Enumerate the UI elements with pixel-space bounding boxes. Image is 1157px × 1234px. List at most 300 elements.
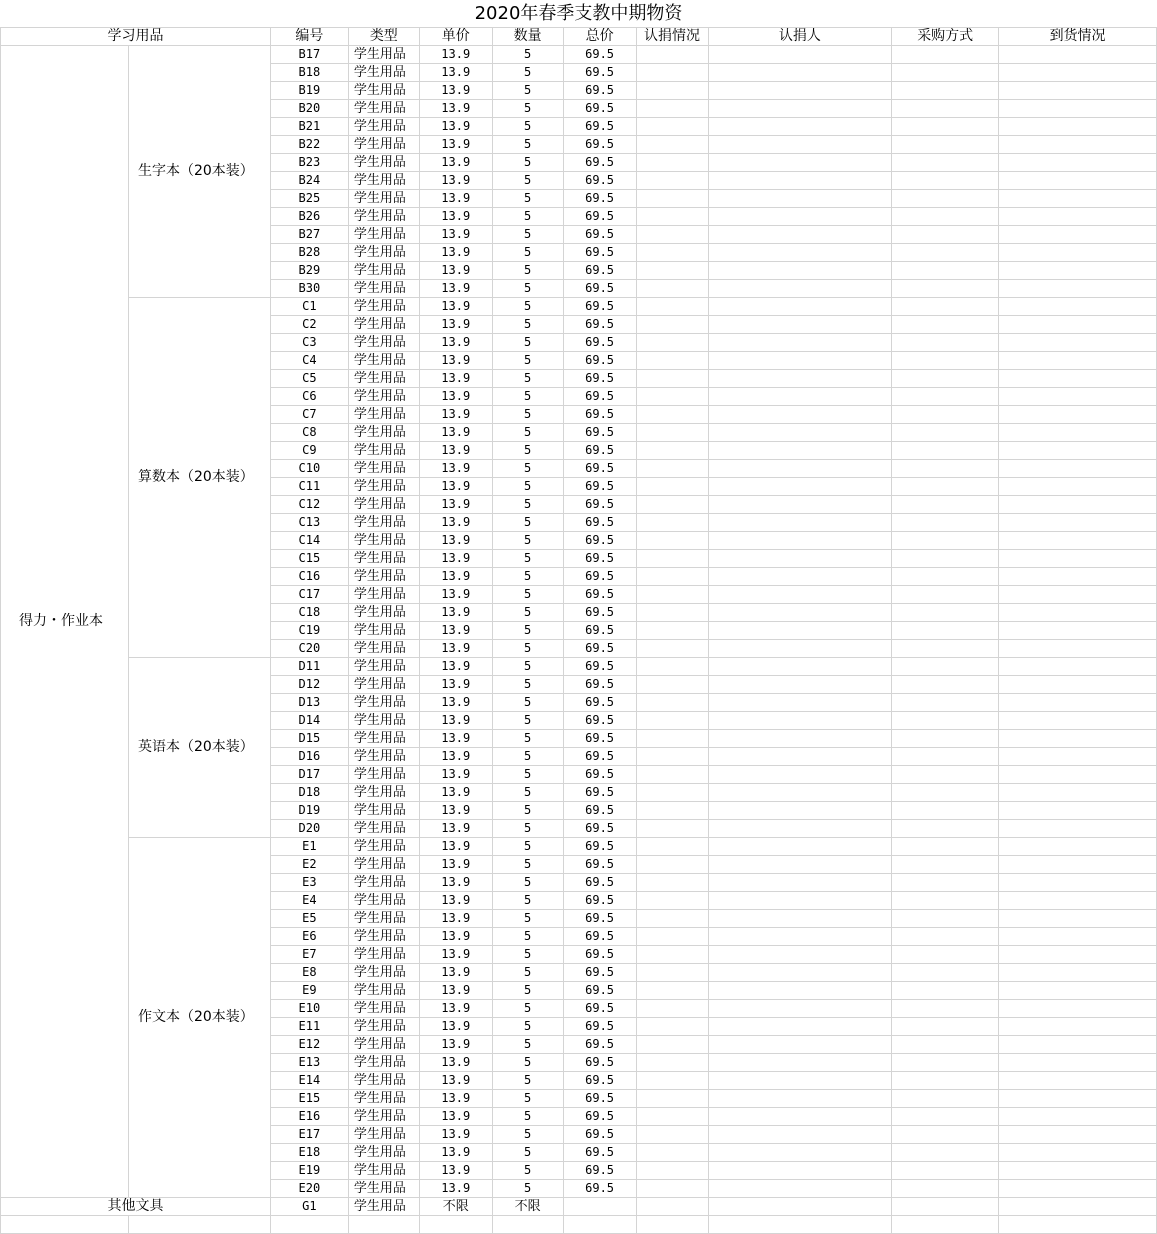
type-cell[interactable]: 学生用品 [348,1198,419,1216]
quantity-cell[interactable]: 5 [492,622,563,640]
quantity-cell[interactable]: 5 [492,226,563,244]
purchase-method-cell[interactable] [892,190,999,208]
purchase-method-cell[interactable] [892,442,999,460]
purchase-method-cell[interactable] [892,946,999,964]
type-cell[interactable]: 学生用品 [348,82,419,100]
quantity-cell[interactable]: 5 [492,496,563,514]
total-cell[interactable]: 69.5 [563,568,636,586]
type-cell[interactable]: 学生用品 [348,532,419,550]
code-cell[interactable]: C6 [270,388,348,406]
type-cell[interactable]: 学生用品 [348,352,419,370]
donor-cell[interactable] [708,604,892,622]
claim-status-cell[interactable] [636,568,708,586]
type-cell[interactable]: 学生用品 [348,388,419,406]
unit-price-cell[interactable]: 13.9 [419,964,492,982]
donor-cell[interactable] [708,352,892,370]
total-cell[interactable]: 69.5 [563,856,636,874]
purchase-method-cell[interactable] [892,1108,999,1126]
purchase-method-cell[interactable] [892,586,999,604]
code-cell[interactable]: C10 [270,460,348,478]
unit-price-cell[interactable]: 13.9 [419,748,492,766]
unit-price-cell[interactable]: 13.9 [419,766,492,784]
type-cell[interactable]: 学生用品 [348,370,419,388]
quantity-cell[interactable]: 5 [492,406,563,424]
donor-cell[interactable] [708,424,892,442]
quantity-cell[interactable]: 5 [492,136,563,154]
purchase-method-cell[interactable] [892,658,999,676]
claim-status-cell[interactable] [636,370,708,388]
total-cell[interactable]: 69.5 [563,298,636,316]
arrival-cell[interactable] [999,460,1157,478]
donor-cell[interactable] [708,388,892,406]
type-cell[interactable]: 学生用品 [348,550,419,568]
type-cell[interactable]: 学生用品 [348,1144,419,1162]
quantity-cell[interactable]: 5 [492,982,563,1000]
claim-status-cell[interactable] [636,442,708,460]
code-cell[interactable]: D17 [270,766,348,784]
type-cell[interactable]: 学生用品 [348,118,419,136]
claim-status-cell[interactable] [636,352,708,370]
code-cell[interactable]: E14 [270,1072,348,1090]
arrival-cell[interactable] [999,946,1157,964]
quantity-cell[interactable]: 5 [492,370,563,388]
arrival-cell[interactable] [999,766,1157,784]
donor-cell[interactable] [708,676,892,694]
code-cell[interactable]: C12 [270,496,348,514]
donor-cell[interactable] [708,82,892,100]
purchase-method-cell[interactable] [892,730,999,748]
arrival-cell[interactable] [999,64,1157,82]
arrival-cell[interactable] [999,208,1157,226]
claim-status-cell[interactable] [636,928,708,946]
donor-cell[interactable] [708,694,892,712]
purchase-method-cell[interactable] [892,1054,999,1072]
total-cell[interactable]: 69.5 [563,496,636,514]
purchase-method-cell[interactable] [892,874,999,892]
quantity-cell[interactable]: 5 [492,766,563,784]
code-cell[interactable]: B23 [270,154,348,172]
type-cell[interactable]: 学生用品 [348,730,419,748]
unit-price-cell[interactable]: 13.9 [419,1162,492,1180]
type-cell[interactable]: 学生用品 [348,190,419,208]
code-cell[interactable]: B22 [270,136,348,154]
code-cell[interactable]: E6 [270,928,348,946]
total-cell[interactable]: 69.5 [563,604,636,622]
total-cell[interactable]: 69.5 [563,874,636,892]
total-cell[interactable]: 69.5 [563,100,636,118]
type-cell[interactable]: 学生用品 [348,226,419,244]
total-cell[interactable]: 69.5 [563,784,636,802]
type-cell[interactable]: 学生用品 [348,316,419,334]
arrival-cell[interactable] [999,496,1157,514]
total-cell[interactable]: 69.5 [563,982,636,1000]
purchase-method-cell[interactable] [892,118,999,136]
claim-status-cell[interactable] [636,1162,708,1180]
donor-cell[interactable] [708,586,892,604]
header-arrival[interactable]: 到货情况 [999,28,1157,46]
donor-cell[interactable] [708,280,892,298]
arrival-cell[interactable] [999,856,1157,874]
arrival-cell[interactable] [999,604,1157,622]
code-cell[interactable]: D11 [270,658,348,676]
code-cell[interactable]: C8 [270,424,348,442]
unit-price-cell[interactable]: 13.9 [419,244,492,262]
claim-status-cell[interactable] [636,1180,708,1198]
code-cell[interactable]: B18 [270,64,348,82]
unit-price-cell[interactable]: 13.9 [419,784,492,802]
purchase-method-cell[interactable] [892,910,999,928]
total-cell[interactable]: 69.5 [563,478,636,496]
type-cell[interactable]: 学生用品 [348,460,419,478]
arrival-cell[interactable] [999,1180,1157,1198]
arrival-cell[interactable] [999,1162,1157,1180]
purchase-method-cell[interactable] [892,1036,999,1054]
code-cell[interactable]: B24 [270,172,348,190]
empty-cell[interactable] [492,1216,563,1234]
unit-price-cell[interactable]: 13.9 [419,892,492,910]
empty-cell[interactable] [270,1216,348,1234]
type-cell[interactable]: 学生用品 [348,280,419,298]
unit-price-cell[interactable]: 13.9 [419,838,492,856]
code-cell[interactable]: E2 [270,856,348,874]
donor-cell[interactable] [708,190,892,208]
arrival-cell[interactable] [999,172,1157,190]
code-cell[interactable]: B26 [270,208,348,226]
code-cell[interactable]: D12 [270,676,348,694]
purchase-method-cell[interactable] [892,802,999,820]
quantity-cell[interactable]: 5 [492,298,563,316]
quantity-cell[interactable]: 5 [492,820,563,838]
purchase-method-cell[interactable] [892,784,999,802]
header-total[interactable]: 总价 [563,28,636,46]
total-cell[interactable]: 69.5 [563,820,636,838]
arrival-cell[interactable] [999,406,1157,424]
donor-cell[interactable] [708,658,892,676]
total-cell[interactable]: 69.5 [563,406,636,424]
unit-price-cell[interactable]: 13.9 [419,334,492,352]
donor-cell[interactable] [708,982,892,1000]
code-cell[interactable]: D14 [270,712,348,730]
total-cell[interactable]: 69.5 [563,388,636,406]
quantity-cell[interactable]: 5 [492,262,563,280]
claim-status-cell[interactable] [636,190,708,208]
code-cell[interactable]: E19 [270,1162,348,1180]
donor-cell[interactable] [708,946,892,964]
quantity-cell[interactable]: 5 [492,100,563,118]
purchase-method-cell[interactable] [892,424,999,442]
code-cell[interactable]: B28 [270,244,348,262]
claim-status-cell[interactable] [636,100,708,118]
arrival-cell[interactable] [999,154,1157,172]
purchase-method-cell[interactable] [892,766,999,784]
donor-cell[interactable] [708,1072,892,1090]
total-cell[interactable]: 69.5 [563,910,636,928]
code-cell[interactable]: B21 [270,118,348,136]
quantity-cell[interactable]: 5 [492,1054,563,1072]
type-cell[interactable]: 学生用品 [348,910,419,928]
donor-cell[interactable] [708,1108,892,1126]
unit-price-cell[interactable]: 13.9 [419,730,492,748]
claim-status-cell[interactable] [636,766,708,784]
donor-cell[interactable] [708,226,892,244]
claim-status-cell[interactable] [636,298,708,316]
arrival-cell[interactable] [999,46,1157,64]
type-cell[interactable]: 学生用品 [348,928,419,946]
unit-price-cell[interactable]: 13.9 [419,1000,492,1018]
claim-status-cell[interactable] [636,118,708,136]
purchase-method-cell[interactable] [892,262,999,280]
quantity-cell[interactable]: 5 [492,550,563,568]
quantity-cell[interactable]: 5 [492,892,563,910]
unit-price-cell[interactable]: 13.9 [419,640,492,658]
total-cell[interactable]: 69.5 [563,118,636,136]
code-cell[interactable]: C19 [270,622,348,640]
donor-cell[interactable] [708,838,892,856]
code-cell[interactable]: E13 [270,1054,348,1072]
donor-cell[interactable] [708,460,892,478]
purchase-method-cell[interactable] [892,604,999,622]
quantity-cell[interactable]: 5 [492,460,563,478]
total-cell[interactable]: 69.5 [563,1000,636,1018]
unit-price-cell[interactable]: 13.9 [419,802,492,820]
arrival-cell[interactable] [999,514,1157,532]
purchase-method-cell[interactable] [892,748,999,766]
purchase-method-cell[interactable] [892,892,999,910]
unit-price-cell[interactable]: 13.9 [419,658,492,676]
total-cell[interactable]: 69.5 [563,730,636,748]
claim-status-cell[interactable] [636,532,708,550]
quantity-cell[interactable]: 5 [492,1108,563,1126]
purchase-method-cell[interactable] [892,352,999,370]
code-cell[interactable]: E11 [270,1018,348,1036]
donor-cell[interactable] [708,1198,892,1216]
type-cell[interactable]: 学生用品 [348,712,419,730]
donor-cell[interactable] [708,568,892,586]
code-cell[interactable]: C17 [270,586,348,604]
code-cell[interactable]: C1 [270,298,348,316]
code-cell[interactable]: C5 [270,370,348,388]
header-purchase-method[interactable]: 采购方式 [892,28,999,46]
unit-price-cell[interactable]: 13.9 [419,64,492,82]
total-cell[interactable]: 69.5 [563,352,636,370]
arrival-cell[interactable] [999,802,1157,820]
empty-cell[interactable] [892,1216,999,1234]
arrival-cell[interactable] [999,964,1157,982]
type-cell[interactable]: 学生用品 [348,838,419,856]
code-cell[interactable]: G1 [270,1198,348,1216]
donor-cell[interactable] [708,1162,892,1180]
donor-cell[interactable] [708,136,892,154]
total-cell[interactable]: 69.5 [563,712,636,730]
total-cell[interactable]: 69.5 [563,640,636,658]
unit-price-cell[interactable]: 13.9 [419,226,492,244]
claim-status-cell[interactable] [636,1126,708,1144]
claim-status-cell[interactable] [636,892,708,910]
purchase-method-cell[interactable] [892,928,999,946]
quantity-cell[interactable]: 5 [492,1018,563,1036]
unit-price-cell[interactable]: 13.9 [419,1036,492,1054]
claim-status-cell[interactable] [636,1054,708,1072]
purchase-method-cell[interactable] [892,1198,999,1216]
total-cell[interactable]: 69.5 [563,946,636,964]
purchase-method-cell[interactable] [892,100,999,118]
header-supplies[interactable]: 学习用品 [1,28,271,46]
code-cell[interactable]: E10 [270,1000,348,1018]
donor-cell[interactable] [708,118,892,136]
type-cell[interactable]: 学生用品 [348,622,419,640]
unit-price-cell[interactable]: 13.9 [419,946,492,964]
subgroup-cell[interactable]: 英语本（20本装） [128,658,270,838]
quantity-cell[interactable]: 5 [492,1090,563,1108]
claim-status-cell[interactable] [636,802,708,820]
total-cell[interactable]: 69.5 [563,316,636,334]
purchase-method-cell[interactable] [892,1000,999,1018]
claim-status-cell[interactable] [636,658,708,676]
donor-cell[interactable] [708,766,892,784]
total-cell[interactable]: 69.5 [563,1036,636,1054]
purchase-method-cell[interactable] [892,1162,999,1180]
code-cell[interactable]: E15 [270,1090,348,1108]
total-cell[interactable]: 69.5 [563,514,636,532]
donor-cell[interactable] [708,802,892,820]
type-cell[interactable]: 学生用品 [348,568,419,586]
arrival-cell[interactable] [999,244,1157,262]
claim-status-cell[interactable] [636,856,708,874]
claim-status-cell[interactable] [636,586,708,604]
code-cell[interactable]: E9 [270,982,348,1000]
quantity-cell[interactable]: 5 [492,64,563,82]
quantity-cell[interactable]: 5 [492,856,563,874]
unit-price-cell[interactable]: 13.9 [419,406,492,424]
donor-cell[interactable] [708,622,892,640]
donor-cell[interactable] [708,820,892,838]
unit-price-cell[interactable]: 13.9 [419,1072,492,1090]
quantity-cell[interactable]: 5 [492,1036,563,1054]
purchase-method-cell[interactable] [892,82,999,100]
claim-status-cell[interactable] [636,712,708,730]
total-cell[interactable]: 69.5 [563,838,636,856]
purchase-method-cell[interactable] [892,1018,999,1036]
type-cell[interactable]: 学生用品 [348,874,419,892]
total-cell[interactable]: 69.5 [563,550,636,568]
unit-price-cell[interactable]: 13.9 [419,136,492,154]
purchase-method-cell[interactable] [892,406,999,424]
header-quantity[interactable]: 数量 [492,28,563,46]
arrival-cell[interactable] [999,136,1157,154]
purchase-method-cell[interactable] [892,676,999,694]
total-cell[interactable]: 69.5 [563,82,636,100]
arrival-cell[interactable] [999,1198,1157,1216]
claim-status-cell[interactable] [636,478,708,496]
claim-status-cell[interactable] [636,1198,708,1216]
arrival-cell[interactable] [999,1072,1157,1090]
purchase-method-cell[interactable] [892,136,999,154]
purchase-method-cell[interactable] [892,226,999,244]
quantity-cell[interactable]: 5 [492,946,563,964]
unit-price-cell[interactable]: 13.9 [419,694,492,712]
code-cell[interactable]: E20 [270,1180,348,1198]
type-cell[interactable]: 学生用品 [348,802,419,820]
unit-price-cell[interactable]: 13.9 [419,262,492,280]
claim-status-cell[interactable] [636,46,708,64]
donor-cell[interactable] [708,442,892,460]
total-cell[interactable] [563,1198,636,1216]
quantity-cell[interactable]: 5 [492,964,563,982]
claim-status-cell[interactable] [636,1036,708,1054]
type-cell[interactable]: 学生用品 [348,424,419,442]
type-cell[interactable]: 学生用品 [348,244,419,262]
donor-cell[interactable] [708,244,892,262]
type-cell[interactable]: 学生用品 [348,982,419,1000]
type-cell[interactable]: 学生用品 [348,1090,419,1108]
type-cell[interactable]: 学生用品 [348,892,419,910]
arrival-cell[interactable] [999,784,1157,802]
purchase-method-cell[interactable] [892,622,999,640]
donor-cell[interactable] [708,1144,892,1162]
unit-price-cell[interactable]: 13.9 [419,982,492,1000]
type-cell[interactable]: 学生用品 [348,676,419,694]
arrival-cell[interactable] [999,1000,1157,1018]
header-donor[interactable]: 认捐人 [708,28,892,46]
total-cell[interactable]: 69.5 [563,748,636,766]
type-cell[interactable]: 学生用品 [348,46,419,64]
code-cell[interactable]: E17 [270,1126,348,1144]
claim-status-cell[interactable] [636,1018,708,1036]
arrival-cell[interactable] [999,1108,1157,1126]
claim-status-cell[interactable] [636,514,708,532]
purchase-method-cell[interactable] [892,496,999,514]
arrival-cell[interactable] [999,82,1157,100]
type-cell[interactable]: 学生用品 [348,946,419,964]
quantity-cell[interactable]: 5 [492,172,563,190]
unit-price-cell[interactable]: 13.9 [419,1090,492,1108]
purchase-method-cell[interactable] [892,64,999,82]
total-cell[interactable]: 69.5 [563,928,636,946]
total-cell[interactable]: 69.5 [563,460,636,478]
quantity-cell[interactable]: 5 [492,352,563,370]
total-cell[interactable]: 69.5 [563,1072,636,1090]
unit-price-cell[interactable]: 13.9 [419,604,492,622]
quantity-cell[interactable]: 5 [492,442,563,460]
claim-status-cell[interactable] [636,460,708,478]
quantity-cell[interactable]: 5 [492,838,563,856]
code-cell[interactable]: D18 [270,784,348,802]
donor-cell[interactable] [708,64,892,82]
unit-price-cell[interactable]: 13.9 [419,550,492,568]
claim-status-cell[interactable] [636,226,708,244]
total-cell[interactable]: 69.5 [563,1090,636,1108]
arrival-cell[interactable] [999,658,1157,676]
total-cell[interactable]: 69.5 [563,676,636,694]
type-cell[interactable]: 学生用品 [348,334,419,352]
unit-price-cell[interactable]: 13.9 [419,1144,492,1162]
unit-price-cell[interactable]: 13.9 [419,1126,492,1144]
purchase-method-cell[interactable] [892,712,999,730]
header-code[interactable]: 编号 [270,28,348,46]
total-cell[interactable]: 69.5 [563,622,636,640]
total-cell[interactable]: 69.5 [563,766,636,784]
type-cell[interactable]: 学生用品 [348,64,419,82]
claim-status-cell[interactable] [636,640,708,658]
purchase-method-cell[interactable] [892,298,999,316]
arrival-cell[interactable] [999,1036,1157,1054]
total-cell[interactable]: 69.5 [563,208,636,226]
donor-cell[interactable] [708,550,892,568]
arrival-cell[interactable] [999,550,1157,568]
donor-cell[interactable] [708,1126,892,1144]
quantity-cell[interactable]: 不限 [492,1198,563,1216]
total-cell[interactable]: 69.5 [563,442,636,460]
